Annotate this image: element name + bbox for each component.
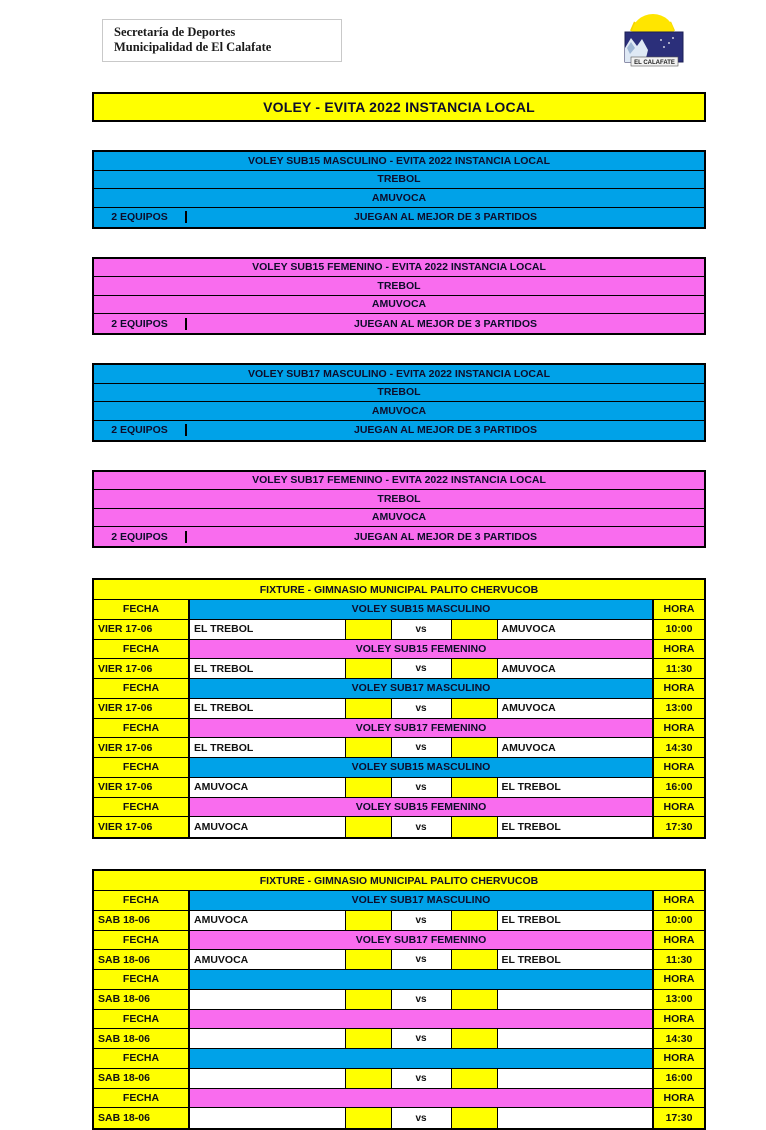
group-heading: VOLEY SUB15 FEMENINO - EVITA 2022 INSTANCIA LOCAL — [94, 259, 704, 278]
away-team: EL TREBOL — [498, 817, 655, 837]
away-team — [498, 1069, 655, 1088]
fixture-match-row — [94, 699, 704, 719]
match-date: SAB 18-06 — [94, 950, 190, 969]
hora-header: HORA — [654, 1089, 704, 1108]
fixture-match-row — [94, 659, 704, 679]
group-team: AMUVOCA — [94, 189, 704, 208]
match-date: VIER 17-06 — [94, 778, 190, 797]
fixture-match-row — [94, 1029, 704, 1049]
home-team: AMUVOCA — [190, 817, 346, 837]
group-format: JUEGAN AL MEJOR DE 3 PARTIDOS — [353, 317, 537, 330]
home-team — [190, 1069, 346, 1088]
match-date: SAB 18-06 — [94, 990, 190, 1009]
home-score-field[interactable] — [346, 1069, 392, 1088]
group-block-sub17-femenino — [92, 470, 706, 549]
vs-label: vs — [392, 659, 452, 678]
home-score-field[interactable] — [346, 778, 392, 797]
group-team: TREBOL — [94, 277, 704, 296]
match-time: 17:30 — [654, 1108, 704, 1128]
hora-header: HORA — [654, 798, 704, 817]
home-team — [190, 1029, 346, 1048]
home-score-field[interactable] — [346, 990, 392, 1009]
home-score-field[interactable] — [346, 699, 392, 718]
fecha-header: FECHA — [94, 640, 190, 659]
group-footer — [94, 314, 704, 333]
group-footer — [94, 421, 704, 440]
group-heading: VOLEY SUB17 MASCULINO - EVITA 2022 INSTANCIA LOCAL — [94, 365, 704, 384]
group-team: AMUVOCA — [94, 402, 704, 421]
home-team: EL TREBOL — [190, 659, 346, 678]
home-score-field[interactable] — [346, 738, 392, 757]
group-team-count: 2 EQUIPOS — [94, 211, 187, 223]
away-score-field[interactable] — [452, 659, 498, 678]
match-time: 11:30 — [654, 950, 704, 969]
fixture-match-row — [94, 620, 704, 640]
category-label: VOLEY SUB15 FEMENINO — [190, 798, 654, 817]
fixture-category-row — [94, 891, 704, 911]
match-date: VIER 17-06 — [94, 817, 190, 837]
fecha-header: FECHA — [94, 679, 190, 698]
fixture-table-saturday — [92, 869, 706, 1130]
group-team-count: 2 EQUIPOS — [94, 531, 187, 543]
fecha-header: FECHA — [94, 1049, 190, 1068]
match-date: VIER 17-06 — [94, 699, 190, 718]
home-team: EL TREBOL — [190, 620, 346, 639]
home-team: AMUVOCA — [190, 950, 346, 969]
group-footer — [94, 208, 704, 227]
vs-label: vs — [392, 990, 452, 1009]
away-team — [498, 1108, 655, 1128]
vs-label: vs — [392, 1029, 452, 1048]
group-format: JUEGAN AL MEJOR DE 3 PARTIDOS — [353, 211, 537, 223]
category-label — [190, 1089, 654, 1108]
category-label: VOLEY SUB15 MASCULINO — [190, 758, 654, 777]
fixture-match-row — [94, 738, 704, 758]
away-team — [498, 990, 655, 1009]
organization-line-2: Municipalidad de El Calafate — [114, 40, 272, 54]
vs-label: vs — [392, 778, 452, 797]
match-time: 10:00 — [654, 620, 704, 639]
home-score-field[interactable] — [346, 1108, 392, 1128]
match-time: 14:30 — [654, 1029, 704, 1048]
away-score-field[interactable] — [452, 990, 498, 1009]
category-label — [190, 1049, 654, 1068]
category-label: VOLEY SUB15 MASCULINO — [190, 600, 654, 619]
group-team: TREBOL — [94, 490, 704, 509]
hora-header: HORA — [654, 600, 704, 619]
group-blocks-section — [92, 150, 706, 548]
vs-label: vs — [392, 911, 452, 930]
match-time: 14:30 — [654, 738, 704, 757]
away-team: AMUVOCA — [498, 738, 655, 757]
hora-header: HORA — [654, 1010, 704, 1029]
group-team: TREBOL — [94, 171, 704, 190]
home-score-field[interactable] — [346, 620, 392, 639]
group-team: TREBOL — [94, 384, 704, 403]
match-date: SAB 18-06 — [94, 1029, 190, 1048]
home-team — [190, 990, 346, 1009]
match-time: 13:00 — [654, 699, 704, 718]
vs-label: vs — [392, 1069, 452, 1088]
category-label: VOLEY SUB17 MASCULINO — [190, 679, 654, 698]
home-score-field[interactable] — [346, 950, 392, 969]
group-team: AMUVOCA — [94, 509, 704, 528]
away-score-field[interactable] — [452, 911, 498, 930]
away-score-field[interactable] — [452, 950, 498, 969]
vs-label: vs — [392, 1108, 452, 1128]
vs-label: vs — [392, 817, 452, 837]
away-score-field[interactable] — [452, 738, 498, 757]
crest-caption-text: EL CALAFATE — [634, 60, 675, 66]
match-date: VIER 17-06 — [94, 659, 190, 678]
away-team — [498, 1029, 655, 1048]
group-heading: VOLEY SUB17 FEMENINO - EVITA 2022 INSTANCIA LOCAL — [94, 472, 704, 491]
fixture-table-friday — [92, 578, 706, 839]
group-block-sub17-masculino — [92, 363, 706, 442]
home-team: AMUVOCA — [190, 911, 346, 930]
group-team-count: 2 EQUIPOS — [94, 424, 187, 436]
group-team-count: 2 EQUIPOS — [94, 318, 187, 330]
away-score-field[interactable] — [452, 1029, 498, 1048]
away-score-field[interactable] — [452, 1108, 498, 1128]
page-title: VOLEY - EVITA 2022 INSTANCIA LOCAL — [92, 92, 706, 122]
category-label — [190, 970, 654, 989]
fixture-match-row — [94, 778, 704, 798]
group-format: JUEGAN AL MEJOR DE 3 PARTIDOS — [353, 424, 537, 436]
fixture-category-row — [94, 758, 704, 778]
fixture-category-row — [94, 1089, 704, 1109]
hora-header: HORA — [654, 640, 704, 659]
home-team: EL TREBOL — [190, 738, 346, 757]
match-date: SAB 18-06 — [94, 1108, 190, 1128]
fixture-category-row — [94, 1049, 704, 1069]
group-format: JUEGAN AL MEJOR DE 3 PARTIDOS — [353, 530, 537, 543]
home-score-field[interactable] — [346, 1029, 392, 1048]
organization-line-1: Secretaría de Deportes — [114, 25, 236, 39]
match-date: SAB 18-06 — [94, 1069, 190, 1088]
home-team — [190, 1108, 346, 1128]
hora-header: HORA — [654, 1049, 704, 1068]
home-score-field[interactable] — [346, 911, 392, 930]
vs-label: vs — [392, 950, 452, 969]
fixture-category-row — [94, 600, 704, 620]
away-score-field[interactable] — [452, 620, 498, 639]
fecha-header: FECHA — [94, 798, 190, 817]
match-date: VIER 17-06 — [94, 620, 190, 639]
fixture-category-row — [94, 798, 704, 818]
match-date: VIER 17-06 — [94, 738, 190, 757]
group-block-sub15-masculino — [92, 150, 706, 229]
hora-header: HORA — [654, 719, 704, 738]
fixture-match-row — [94, 950, 704, 970]
hora-header: HORA — [654, 758, 704, 777]
fixture-category-row — [94, 970, 704, 990]
hora-header: HORA — [654, 931, 704, 950]
fecha-header: FECHA — [94, 1010, 190, 1029]
category-label: VOLEY SUB15 FEMENINO — [190, 640, 654, 659]
away-team: AMUVOCA — [498, 699, 655, 718]
category-label — [190, 1010, 654, 1029]
match-time: 13:00 — [654, 990, 704, 1009]
match-time: 16:00 — [654, 1069, 704, 1088]
fixture-category-row — [94, 719, 704, 739]
away-team: AMUVOCA — [498, 659, 655, 678]
match-time: 17:30 — [654, 817, 704, 837]
away-team: EL TREBOL — [498, 911, 655, 930]
fixture-match-row — [94, 1069, 704, 1089]
match-date: SAB 18-06 — [94, 911, 190, 930]
fixture-match-row — [94, 817, 704, 837]
away-score-field[interactable] — [452, 817, 498, 837]
fixture-title: FIXTURE - GIMNASIO MUNICIPAL PALITO CHERVUCOB — [94, 580, 704, 600]
group-footer — [94, 527, 704, 546]
group-block-sub15-femenino — [92, 257, 706, 336]
match-time: 11:30 — [654, 659, 704, 678]
fixture-match-row — [94, 990, 704, 1010]
fixture-category-row — [94, 640, 704, 660]
hora-header: HORA — [654, 970, 704, 989]
hora-header: HORA — [654, 891, 704, 910]
document-sheet — [92, 0, 706, 1130]
group-team: AMUVOCA — [94, 296, 704, 315]
fecha-header: FECHA — [94, 600, 190, 619]
fecha-header: FECHA — [94, 891, 190, 910]
fixture-title: FIXTURE - GIMNASIO MUNICIPAL PALITO CHERVUCOB — [94, 871, 704, 891]
home-score-field[interactable] — [346, 817, 392, 837]
fixture-match-row — [94, 1108, 704, 1128]
home-team: AMUVOCA — [190, 778, 346, 797]
fecha-header: FECHA — [94, 758, 190, 777]
group-heading: VOLEY SUB15 MASCULINO - EVITA 2022 INSTANCIA LOCAL — [94, 152, 704, 171]
home-score-field[interactable] — [346, 659, 392, 678]
match-time: 10:00 — [654, 911, 704, 930]
match-time: 16:00 — [654, 778, 704, 797]
fecha-header: FECHA — [94, 970, 190, 989]
away-score-field[interactable] — [452, 1069, 498, 1088]
fecha-header: FECHA — [94, 1089, 190, 1108]
away-team: AMUVOCA — [498, 620, 655, 639]
home-team: EL TREBOL — [190, 699, 346, 718]
category-label: VOLEY SUB17 FEMENINO — [190, 931, 654, 950]
fecha-header: FECHA — [94, 931, 190, 950]
fixture-category-row — [94, 931, 704, 951]
away-score-field[interactable] — [452, 699, 498, 718]
fecha-header: FECHA — [94, 719, 190, 738]
vs-label: vs — [392, 699, 452, 718]
fixture-category-row — [94, 1010, 704, 1030]
category-label: VOLEY SUB17 FEMENINO — [190, 719, 654, 738]
hora-header: HORA — [654, 679, 704, 698]
away-team: EL TREBOL — [498, 778, 655, 797]
away-team: EL TREBOL — [498, 950, 655, 969]
vs-label: vs — [392, 620, 452, 639]
category-label: VOLEY SUB17 MASCULINO — [190, 891, 654, 910]
vs-label: vs — [392, 738, 452, 757]
away-score-field[interactable] — [452, 778, 498, 797]
fixture-match-row — [94, 911, 704, 931]
fixture-category-row — [94, 679, 704, 699]
